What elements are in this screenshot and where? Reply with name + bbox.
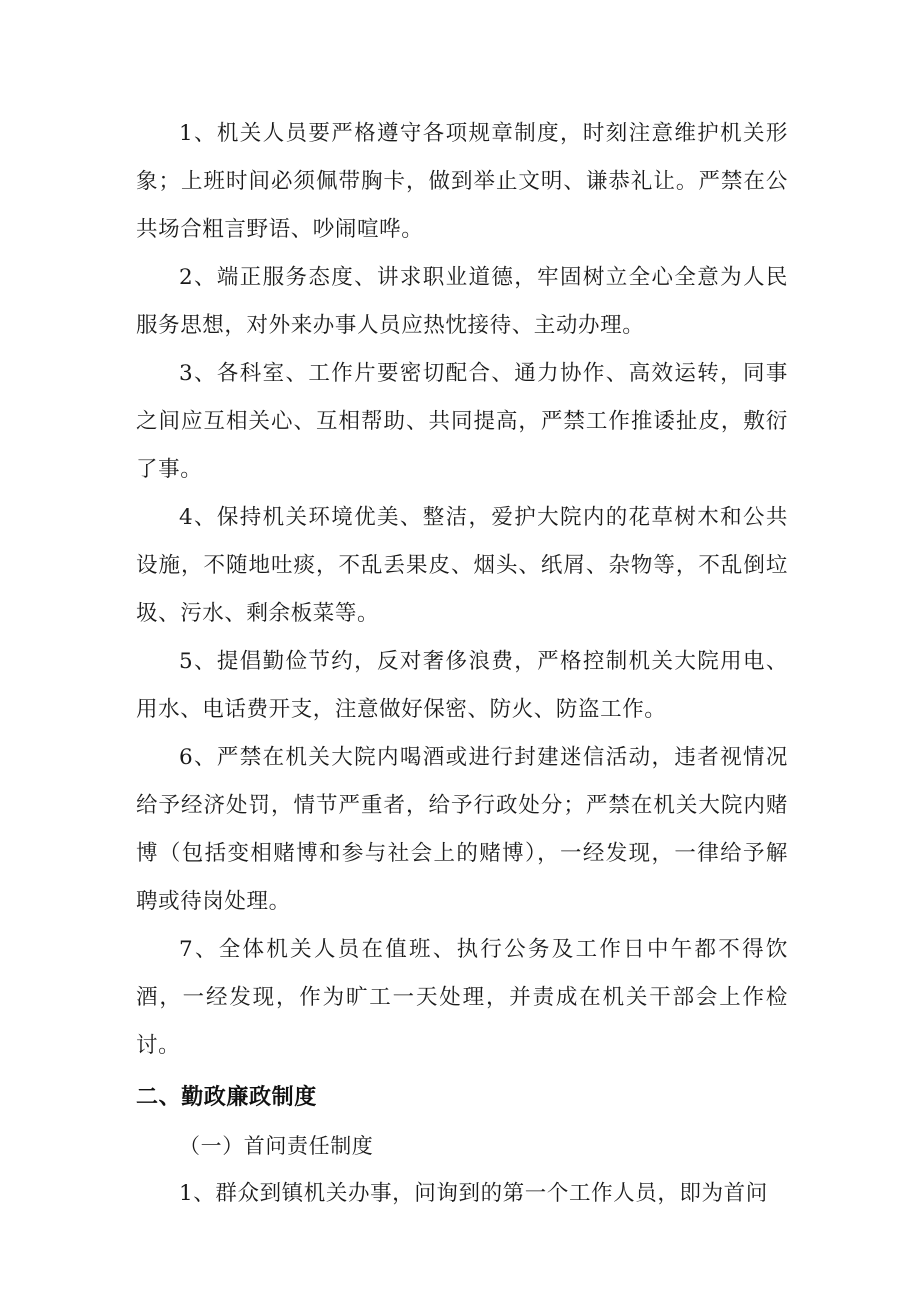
paragraph-6: 6、严禁在机关大院内喝酒或进行封建迷信活动，违者视情况给予经济处罚，情节严重者，给予行政处分；严禁在机关大院内赌博（包括变相赌博和参与社会上的赌博），一经发现，一律给予解聘或待岗处理。 xyxy=(136,745,788,914)
paragraph-7: 7、全体机关人员在值班、执行公务及工作日中午都不得饮酒，一经发现，作为旷工一天处理，并责成在机关干部会上作检讨。 xyxy=(136,937,788,1058)
paragraph-4: 4、保持机关环境优美、整洁，爱护大院内的花草树木和公共设施，不随地吐痰，不乱丢果皮、烟头、纸屑、杂物等，不乱倒垃圾、污水、剩余板菜等。 xyxy=(136,505,788,626)
paragraph-5: 5、提倡勤俭节约，反对奢侈浪费，严格控制机关大院用电、用水、电话费开支，注意做好保密、防火、防盗工作。 xyxy=(136,649,788,722)
paragraph-2: 2、端正服务态度、讲求职业道德，牢固树立全心全意为人民服务思想，对外来办事人员应热忱接待、主动办理。 xyxy=(136,265,788,338)
section-heading: 二、勤政廉政制度 xyxy=(136,1085,317,1110)
document-page xyxy=(136,110,788,1218)
paragraph-3: 3、各科室、工作片要密切配合、通力协作、高效运转，同事之间应互相关心、互相帮助、共同提高，严禁工作推诿扯皮，敷衍了事。 xyxy=(136,361,788,482)
paragraph-1: 1、机关人员要严格遵守各项规章制度，时刻注意维护机关形象；上班时间必须佩带胸卡，做到举止文明、谦恭礼让。严禁在公共场合粗言野语、吵闹喧哗。 xyxy=(136,121,788,242)
subsection-heading: （一）首问责任制度 xyxy=(179,1134,374,1158)
paragraph-last: 1、群众到镇机关办事，问询到的第一个工作人员，即为首问 xyxy=(179,1181,768,1206)
